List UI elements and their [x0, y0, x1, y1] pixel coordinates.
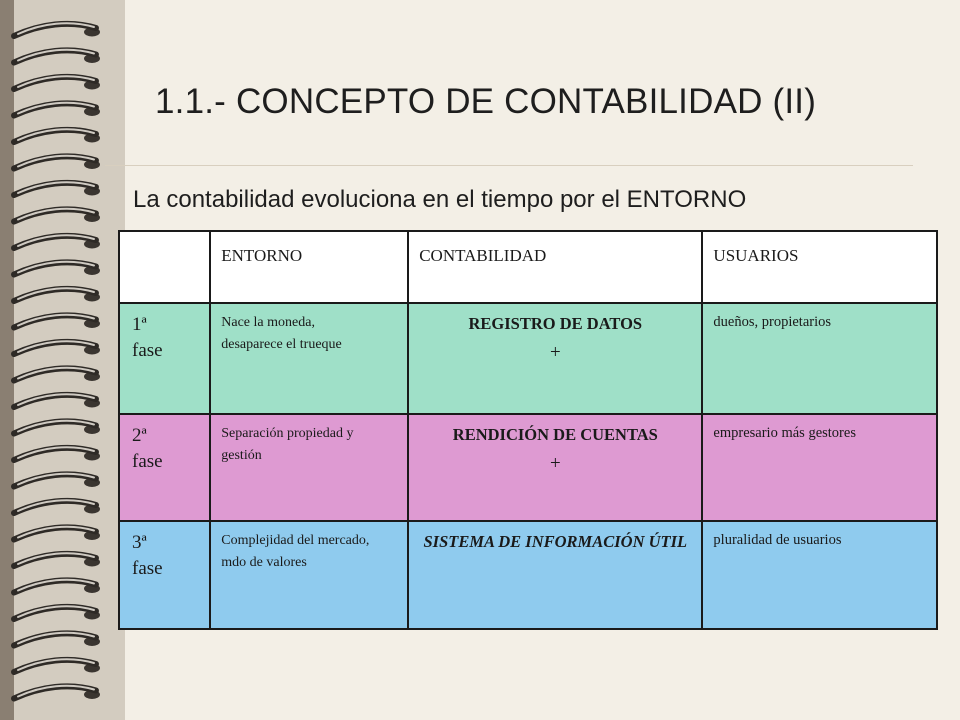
fase-cell	[119, 414, 210, 521]
binding-ring-icon	[14, 659, 100, 672]
fase-word: fase	[132, 557, 163, 579]
binding-ring-icon	[14, 262, 100, 275]
binding-ring-icon	[14, 580, 100, 593]
binding-ring-icon	[14, 129, 100, 142]
fase-word: fase	[132, 339, 163, 361]
entorno-line: Nace la moneda,	[221, 315, 315, 330]
fase-number: 3ª	[132, 532, 147, 553]
fase-cell	[119, 521, 210, 629]
binding-ring-icon	[14, 633, 100, 646]
binding-ring-icon	[14, 288, 100, 301]
binding-ring-icon	[14, 500, 100, 513]
table-row	[119, 521, 937, 629]
entorno-line: desaparece el trueque	[221, 336, 342, 352]
plus-sign: +	[549, 452, 561, 474]
contabilidad-cell	[408, 414, 702, 521]
binding-ring-icon	[14, 156, 100, 169]
entorno-cell	[210, 303, 408, 414]
binding-ring-icon	[14, 553, 100, 566]
usuarios-cell: dueños, propietarios	[702, 303, 937, 414]
spiral-binding-rings-icon	[0, 0, 125, 720]
binding-ring-icon	[14, 527, 100, 540]
binding-ring-icon	[14, 368, 100, 381]
binding-ring-icon	[14, 474, 100, 487]
entorno-line: Complejidad del mercado, mdo de valores	[221, 533, 370, 570]
contabilidad-text: SISTEMA DE INFORMACIÓN ÚTIL	[423, 532, 688, 551]
contabilidad-cell	[408, 521, 702, 629]
table-row	[119, 414, 937, 521]
header-cell-contabilidad: CONTABILIDAD	[408, 231, 702, 303]
header-cell-fase	[119, 231, 210, 303]
binding-ring-icon	[14, 182, 100, 195]
entorno-cell	[210, 521, 408, 629]
entorno-cell	[210, 414, 408, 521]
binding-ring-icon	[14, 103, 100, 116]
header-cell-usuarios: USUARIOS	[702, 231, 937, 303]
contabilidad-text: REGISTRO DE DATOS	[468, 314, 643, 333]
binding-ring-icon	[14, 209, 100, 222]
page-title: 1.1.- CONCEPTO DE CONTABILIDAD (II)	[155, 82, 817, 121]
contabilidad-text: RENDICIÓN DE CUENTAS	[452, 425, 658, 444]
binding-ring-icon	[14, 235, 100, 248]
fase-number: 1ª	[132, 314, 147, 335]
binding-ring-icon	[14, 341, 100, 354]
title-divider	[105, 165, 913, 166]
binding-ring-icon	[14, 50, 100, 63]
table-row	[119, 303, 937, 414]
contabilidad-cell	[408, 303, 702, 414]
binding-ring-icon	[14, 686, 100, 699]
header-cell-entorno: ENTORNO	[210, 231, 408, 303]
fase-cell	[119, 303, 210, 414]
entorno-line: Separación propiedad y gestión	[221, 426, 354, 463]
fase-word: fase	[132, 450, 163, 472]
binding-ring-icon	[14, 394, 100, 407]
table-header-row	[119, 231, 937, 303]
binding-ring-icon	[14, 606, 100, 619]
evolution-table	[118, 230, 938, 630]
page-subtitle: La contabilidad evoluciona en el tiempo por el ENTORNO	[133, 186, 747, 213]
binding-ring-icon	[14, 447, 100, 460]
usuarios-cell: empresario más gestores	[702, 414, 937, 521]
plus-sign: +	[549, 341, 561, 363]
binding-ring-icon	[14, 421, 100, 434]
binding-ring-icon	[14, 23, 100, 36]
usuarios-cell: pluralidad de usuarios	[702, 521, 937, 629]
binding-ring-icon	[14, 315, 100, 328]
fase-number: 2ª	[132, 425, 147, 446]
binding-ring-icon	[14, 76, 100, 89]
